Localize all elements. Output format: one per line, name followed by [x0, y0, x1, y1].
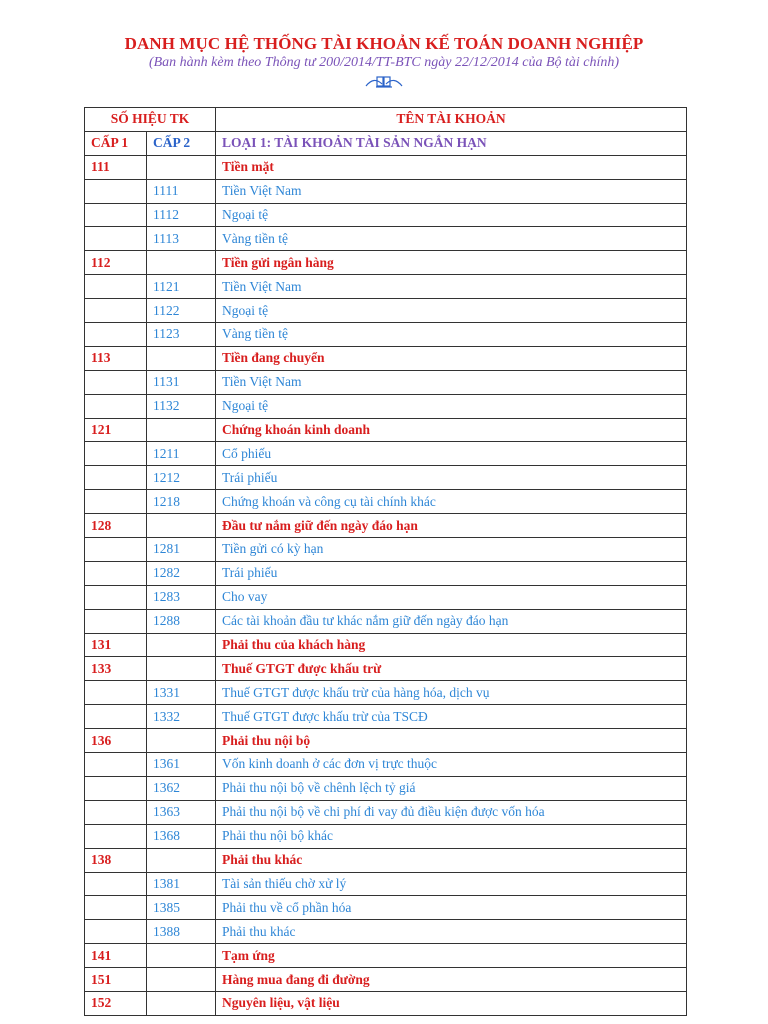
empty-cell: [147, 991, 216, 1015]
account-name: Tiền đang chuyển: [216, 346, 687, 370]
account-name: Các tài khoản đầu tư khác nắm giữ đến ngày đáo hạn: [216, 609, 687, 633]
account-name: Phải thu nội bộ về chênh lệch tỷ giá: [216, 776, 687, 800]
table-row: [85, 944, 687, 968]
table-row: [85, 585, 687, 609]
empty-cell: [85, 561, 147, 585]
empty-cell: [85, 442, 147, 466]
empty-cell: [147, 848, 216, 872]
empty-cell: [85, 538, 147, 562]
document-title: DANH MỤC HỆ THỐNG TÀI KHOẢN KẾ TOÁN DOANH NGHIỆP: [124, 34, 644, 53]
table-row: [85, 633, 687, 657]
table-row: [85, 729, 687, 753]
account-code-level2: 1131: [147, 370, 216, 394]
account-code-level1: 151: [85, 968, 147, 992]
account-code-level2: 1361: [147, 753, 216, 777]
account-name: Phải thu của khách hàng: [216, 633, 687, 657]
account-name: Vàng tiền tệ: [216, 323, 687, 347]
table-row: [85, 968, 687, 992]
account-name: Đầu tư nắm giữ đến ngày đáo hạn: [216, 514, 687, 538]
table-row: [85, 705, 687, 729]
account-name: Tiền Việt Nam: [216, 370, 687, 394]
account-code-level2: 1368: [147, 824, 216, 848]
account-code-level2: 1331: [147, 681, 216, 705]
account-name: Thuế GTGT được khấu trừ của hàng hóa, dịch vụ: [216, 681, 687, 705]
table-subheader-row: [85, 131, 687, 155]
cap2-header: CẤP 2: [147, 131, 216, 155]
account-name: Hàng mua đang đi đường: [216, 968, 687, 992]
account-code-level2: 1388: [147, 920, 216, 944]
table-row: [85, 920, 687, 944]
account-code-level1: 112: [85, 251, 147, 275]
account-code-level2: 1132: [147, 394, 216, 418]
empty-cell: [147, 346, 216, 370]
table-row: [85, 203, 687, 227]
account-code-level1: 131: [85, 633, 147, 657]
account-code-level1: 136: [85, 729, 147, 753]
account-name: Trái phiếu: [216, 561, 687, 585]
account-code-level1: 133: [85, 657, 147, 681]
account-name: Phải thu nội bộ: [216, 729, 687, 753]
table-row: [85, 370, 687, 394]
account-code-level1: 113: [85, 346, 147, 370]
account-name: Ngoại tệ: [216, 203, 687, 227]
account-name: Phải thu khác: [216, 848, 687, 872]
account-name: Tiền Việt Nam: [216, 275, 687, 299]
empty-cell: [85, 275, 147, 299]
empty-cell: [85, 705, 147, 729]
document-subtitle: (Ban hành kèm theo Thông tư 200/2014/TT-BTC ngày 22/12/2014 của Bộ tài chính): [148, 55, 620, 70]
account-code-level2: 1113: [147, 227, 216, 251]
account-name: Phải thu về cổ phần hóa: [216, 896, 687, 920]
cap1-header: CẤP 1: [85, 131, 147, 155]
table-row: [85, 394, 687, 418]
account-code-level1: 141: [85, 944, 147, 968]
account-code-level2: 1121: [147, 275, 216, 299]
empty-cell: [85, 394, 147, 418]
empty-cell: [147, 251, 216, 275]
empty-cell: [85, 681, 147, 705]
account-name: Phải thu khác: [216, 920, 687, 944]
table-row: [85, 514, 687, 538]
account-code-level2: 1122: [147, 299, 216, 323]
table-row: [85, 179, 687, 203]
account-name: Tài sản thiếu chờ xử lý: [216, 872, 687, 896]
account-name: Chứng khoán kinh doanh: [216, 418, 687, 442]
account-name: Phải thu nội bộ về chi phí đi vay đủ điều kiện được vốn hóa: [216, 800, 687, 824]
empty-cell: [85, 776, 147, 800]
empty-cell: [85, 824, 147, 848]
account-name: Tiền Việt Nam: [216, 179, 687, 203]
account-code-level2: 1381: [147, 872, 216, 896]
account-code-level2: 1332: [147, 705, 216, 729]
table-header-row: [85, 108, 687, 132]
table-row: [85, 776, 687, 800]
table-row: [85, 896, 687, 920]
account-name: Chứng khoán và công cụ tài chính khác: [216, 490, 687, 514]
account-name: Tạm ứng: [216, 944, 687, 968]
table-row: [85, 299, 687, 323]
account-code-level1: 152: [85, 991, 147, 1015]
empty-cell: [85, 323, 147, 347]
empty-cell: [147, 944, 216, 968]
empty-cell: [147, 968, 216, 992]
empty-cell: [147, 514, 216, 538]
section-header: LOẠI 1: TÀI KHOẢN TÀI SẢN NGẮN HẠN: [216, 131, 687, 155]
table-row: [85, 753, 687, 777]
empty-cell: [85, 872, 147, 896]
table-row: [85, 991, 687, 1015]
table-row: [85, 800, 687, 824]
table-row: [85, 442, 687, 466]
empty-cell: [85, 753, 147, 777]
table-row: [85, 466, 687, 490]
table-row: [85, 872, 687, 896]
table-row: [85, 323, 687, 347]
account-code-level2: 1218: [147, 490, 216, 514]
account-table: [84, 107, 687, 1016]
table-row: [85, 848, 687, 872]
account-code-level2: 1112: [147, 203, 216, 227]
table-row: [85, 275, 687, 299]
empty-cell: [85, 585, 147, 609]
empty-cell: [85, 466, 147, 490]
table-row: [85, 418, 687, 442]
account-name: Trái phiếu: [216, 466, 687, 490]
account-name: Phải thu nội bộ khác: [216, 824, 687, 848]
account-code-level2: 1282: [147, 561, 216, 585]
account-code-level2: 1362: [147, 776, 216, 800]
empty-cell: [85, 920, 147, 944]
table-row: [85, 681, 687, 705]
empty-cell: [85, 800, 147, 824]
account-name: Thuế GTGT được khấu trừ: [216, 657, 687, 681]
account-name: Cổ phiếu: [216, 442, 687, 466]
account-code-level2: 1385: [147, 896, 216, 920]
empty-cell: [85, 896, 147, 920]
account-code-level1: 138: [85, 848, 147, 872]
table-row: [85, 561, 687, 585]
empty-cell: [147, 418, 216, 442]
book-ornament-icon: [0, 74, 768, 90]
table-row: [85, 155, 687, 179]
account-name: Tiền mặt: [216, 155, 687, 179]
account-name: Cho vay: [216, 585, 687, 609]
account-name: Thuế GTGT được khấu trừ của TSCĐ: [216, 705, 687, 729]
account-code-level1: 111: [85, 155, 147, 179]
empty-cell: [85, 490, 147, 514]
account-name: Tiền gửi có kỳ hạn: [216, 538, 687, 562]
account-name: Vàng tiền tệ: [216, 227, 687, 251]
account-name: Ngoại tệ: [216, 299, 687, 323]
account-name: Tiền gửi ngân hàng: [216, 251, 687, 275]
empty-cell: [147, 633, 216, 657]
table-row: [85, 538, 687, 562]
account-code-level2: 1211: [147, 442, 216, 466]
account-name: Ngoại tệ: [216, 394, 687, 418]
empty-cell: [85, 203, 147, 227]
table-row: [85, 609, 687, 633]
account-code-level2: 1123: [147, 323, 216, 347]
empty-cell: [147, 729, 216, 753]
account-code-level1: 128: [85, 514, 147, 538]
empty-cell: [85, 227, 147, 251]
table-row: [85, 251, 687, 275]
table-row: [85, 657, 687, 681]
account-name-header: TÊN TÀI KHOẢN: [216, 108, 687, 132]
account-name: Vốn kinh doanh ở các đơn vị trực thuộc: [216, 753, 687, 777]
account-code-level1: 121: [85, 418, 147, 442]
empty-cell: [85, 370, 147, 394]
empty-cell: [147, 657, 216, 681]
account-code-header: SỐ HIỆU TK: [85, 108, 216, 132]
empty-cell: [85, 609, 147, 633]
table-row: [85, 824, 687, 848]
account-code-level2: 1212: [147, 466, 216, 490]
empty-cell: [85, 299, 147, 323]
account-code-level2: 1283: [147, 585, 216, 609]
account-code-level2: 1111: [147, 179, 216, 203]
account-code-level2: 1363: [147, 800, 216, 824]
account-name: Nguyên liệu, vật liệu: [216, 991, 687, 1015]
table-row: [85, 490, 687, 514]
empty-cell: [85, 179, 147, 203]
account-code-level2: 1288: [147, 609, 216, 633]
table-row: [85, 227, 687, 251]
empty-cell: [147, 155, 216, 179]
table-row: [85, 346, 687, 370]
account-code-level2: 1281: [147, 538, 216, 562]
